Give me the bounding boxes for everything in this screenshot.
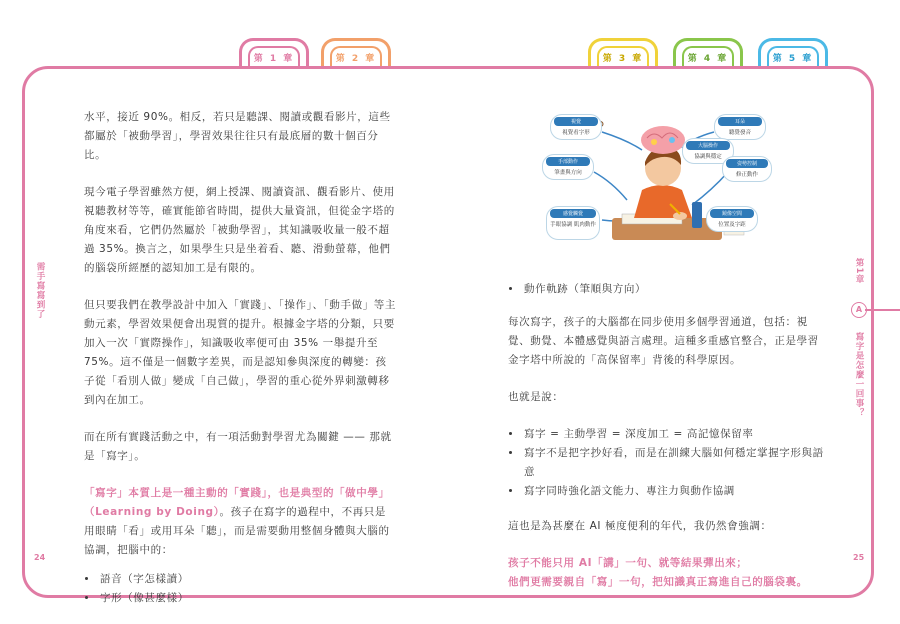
paragraph: 這也是為甚麼在 AI 極度便利的年代，我仍然會強調： <box>508 520 772 532</box>
highlight-text: 「寫字」本質上是一種主動的「實踐」，也是典型的「做中學」（Learning by Doing） <box>84 487 390 518</box>
paragraph: 也就是說： <box>508 391 564 403</box>
bubble-ear: 耳朵 聽覺發音 <box>714 114 766 140</box>
paragraph: 每次寫字，孩子的大腦都在同步使用多個學習通道，包括：視覺、動覺、本體感覺與語言處理。這種多重感官整合，正是學習金字塔中所說的「高保留率」背後的科學原因。 <box>508 316 819 366</box>
page-number-right: 25 <box>853 553 865 562</box>
emphasis-line: 孩子不能只用 AI「講」一句、就等結果彈出來； <box>508 557 748 569</box>
right-side-title: 寫字是怎麼一回事？ <box>854 332 864 418</box>
bullet-list <box>508 280 828 299</box>
list-item: • 寫字 = 主動學習 = 深度加工 = 高記憶保留率 <box>522 425 828 444</box>
bullet-list <box>84 570 396 608</box>
tab-chapter-3[interactable]: 第 3 章 <box>588 38 658 78</box>
emphasis-line: 他們更需要親自「寫」一句，把知識真正寫進自己的腦袋裏。 <box>508 576 808 588</box>
paragraph: 現今電子學習雖然方便，網上授課、閱讀資訊、觀看影片、使用視聽教材等等，確實能節省時間，提供大量資訊，但從金字塔的角度來看，它們仍然屬於「被動學習」，其知識吸收量一般不超過 35%。換言之，如果學生只是坐着看、聽、滑動螢幕，他們的腦袋所經歷的認知加工是有限的。 <box>84 186 395 274</box>
list-item: • 語音（字怎樣讀） <box>98 570 396 589</box>
bubble-space: 鏡像空間 位置及字距 <box>706 206 758 232</box>
bubble-brain: 大腦操作 協調與穩定 <box>682 138 734 164</box>
paragraph: 而在所有實踐活動之中，有一項活動對學習尤為關鍵 —— 那就是「寫字」。 <box>84 431 392 462</box>
right-page-body <box>508 280 828 592</box>
paragraph: 水平，接近 90%。相反，若只是聽課、閱讀或觀看影片，這些都屬於「被動學習」，學習效果往往只有最底層的數十個百分比。 <box>84 111 391 161</box>
left-side-label: 需手寫寫到了 <box>35 262 45 319</box>
list-item: • 寫字不是把字抄好看，而是在訓練大腦如何穩定掌握字形與語意 <box>522 444 828 482</box>
list-item: • 字形（像甚麼樣） <box>98 589 396 608</box>
bullet-list <box>508 425 828 501</box>
tab-chapter-2[interactable]: 第 2 章 <box>321 38 391 78</box>
bubble-hand-motion: 手部動作 筆畫與方向 <box>542 154 594 180</box>
page-number-left: 24 <box>34 553 46 562</box>
paragraph: 但只要我們在教學設計中加入「實踐」、「操作」、「動手做」等主動元素，學習效果便會出現質的提升。根據金字塔的分類，只要加入一次「實際操作」，知識吸收率便可由 35% 一舉提升至 75%。這不僅是一個數字差異，而是認知參與深度的轉變：孩子從「看別人做」變成「自己做」，學習的重心從外界刺激轉移到內在加工。 <box>84 299 396 406</box>
tab-chapter-1[interactable]: 第 1 章 <box>239 38 309 78</box>
bubble-touch: 感覺觸覺 手眼協調 肌肉動作 <box>546 206 600 240</box>
brain-writing-illustration <box>542 110 774 260</box>
chapter-badge: A <box>851 302 867 318</box>
bubble-vision: 視覺 視覺看字形 <box>550 114 602 140</box>
tab-chapter-4[interactable]: 第 4 章 <box>673 38 743 78</box>
right-side-chapter: 第1章 <box>854 258 864 284</box>
list-item: • 動作軌跡（筆順與方向） <box>522 280 828 299</box>
paragraph: 「寫字」本質上是一種主動的「實踐」，也是典型的「做中學」（Learning by Doing）。孩子在寫字的過程中，不再只是用眼睛「看」或用耳朵「聽」，而是需要動用整個身體與大腦的協調，把腦中的： <box>84 487 390 556</box>
badge-line <box>865 309 900 311</box>
left-page-body <box>84 108 396 624</box>
bubble-posture: 姿勢控制 修正動作 <box>722 156 772 182</box>
list-item: • 寫字同時強化語文能力、專注力與動作協調 <box>522 482 828 501</box>
tab-chapter-5[interactable]: 第 5 章 <box>758 38 828 78</box>
